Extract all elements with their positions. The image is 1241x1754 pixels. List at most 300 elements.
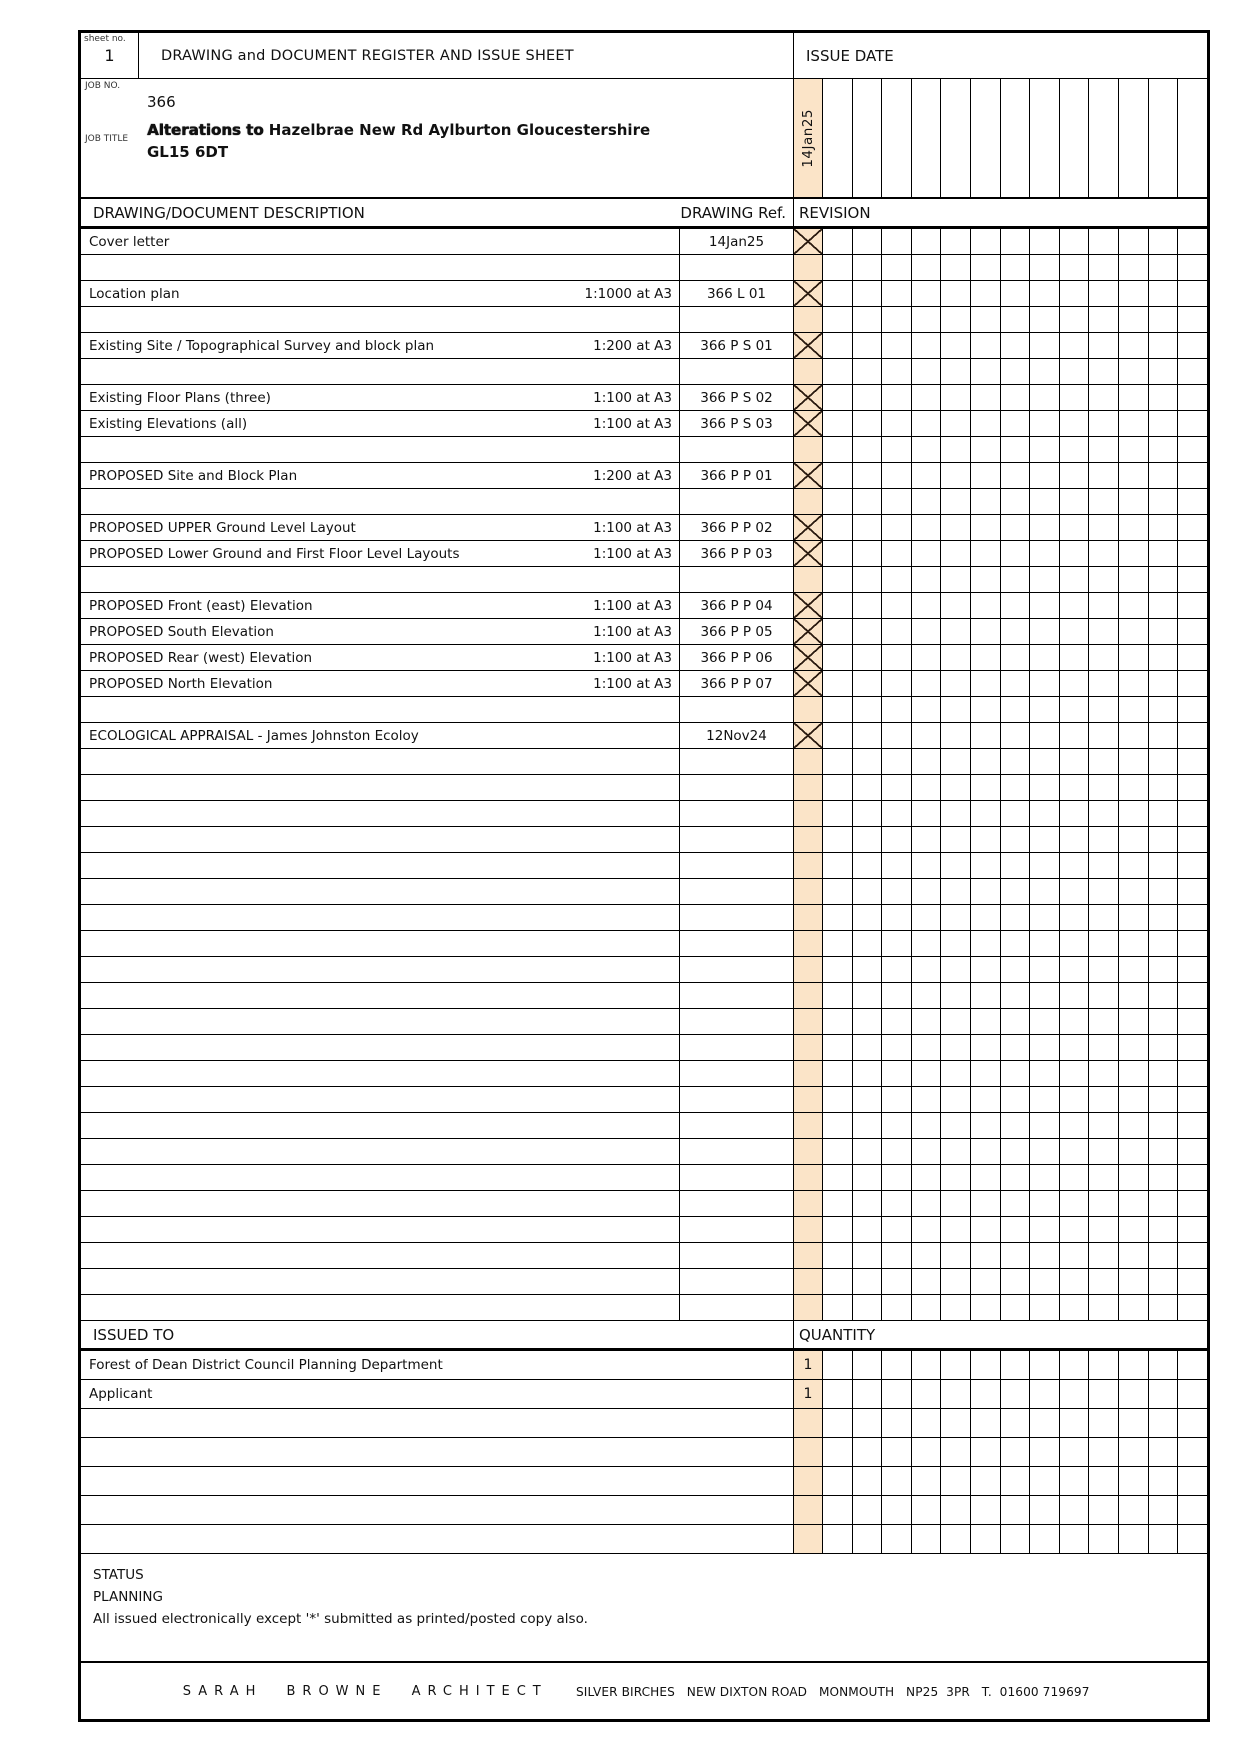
revision-cell	[853, 489, 883, 514]
revision-cell	[823, 255, 853, 280]
revision-cell	[1060, 411, 1090, 436]
issued-x-mark	[794, 515, 823, 540]
revision-cell	[1149, 567, 1179, 592]
revision-cell	[794, 1165, 823, 1190]
grid-cell	[1119, 1467, 1149, 1495]
grid-cell	[912, 1467, 942, 1495]
revision-cell	[882, 619, 912, 644]
revision-cell	[1178, 749, 1207, 774]
description-cell	[81, 905, 680, 930]
revision-cell	[1178, 567, 1207, 592]
description-text: PROPOSED UPPER Ground Level Layout	[89, 519, 356, 536]
revision-cell	[1030, 723, 1060, 748]
table-row	[81, 827, 1207, 853]
revision-cell	[882, 385, 912, 410]
revision-cell	[882, 1139, 912, 1164]
revision-cells	[794, 567, 1207, 592]
revision-cells	[794, 1165, 1207, 1190]
revision-cell	[1119, 307, 1149, 332]
revision-cell	[1060, 1295, 1090, 1320]
revision-cell	[1089, 1139, 1119, 1164]
description-cell	[81, 775, 680, 800]
revision-cell	[971, 697, 1001, 722]
grid-cell	[823, 1496, 853, 1524]
revision-cell	[1060, 697, 1090, 722]
revision-cell	[941, 1035, 971, 1060]
revision-cell	[794, 697, 823, 722]
revision-cell	[1178, 1243, 1207, 1268]
grid-cell	[941, 1525, 971, 1553]
revision-cell	[912, 307, 942, 332]
issued-x-mark	[794, 463, 823, 488]
revision-cell	[1089, 255, 1119, 280]
revision-cell	[882, 567, 912, 592]
revision-cell	[823, 1061, 853, 1086]
issued-to-row	[81, 1467, 1207, 1496]
revision-cell	[1119, 827, 1149, 852]
revision-cell	[1178, 879, 1207, 904]
revision-cell	[1089, 723, 1119, 748]
revision-cell	[823, 333, 853, 358]
revision-cell	[1089, 411, 1119, 436]
grid-cell	[1089, 1351, 1119, 1379]
description-cell	[81, 1217, 680, 1242]
revision-cell	[823, 1295, 853, 1320]
grid-cell	[1001, 1351, 1031, 1379]
revision-cell	[912, 1165, 942, 1190]
revision-cell	[823, 749, 853, 774]
revision-cell	[823, 1009, 853, 1034]
revision-cell	[1030, 1087, 1060, 1112]
revision-cell	[794, 983, 823, 1008]
revision-cell	[1178, 931, 1207, 956]
revision-cell	[1030, 567, 1060, 592]
revision-cell	[912, 983, 942, 1008]
issued-to-row	[81, 1380, 1207, 1409]
revision-cell	[941, 1087, 971, 1112]
revision-cell	[1089, 853, 1119, 878]
revision-cell	[971, 723, 1001, 748]
revision-cell	[882, 1191, 912, 1216]
revision-cell	[853, 437, 883, 462]
revision-cell	[912, 931, 942, 956]
grid-cell	[971, 1496, 1001, 1524]
revision-cell	[941, 1009, 971, 1034]
status-stage: PLANNING	[93, 1589, 163, 1605]
drawing-ref-cell	[680, 1139, 794, 1164]
revision-cell	[853, 723, 883, 748]
revision-cell	[1149, 1009, 1179, 1034]
grid-cell	[853, 1380, 883, 1408]
revision-cell	[971, 1217, 1001, 1242]
revision-cell	[971, 1113, 1001, 1138]
revision-cells	[794, 775, 1207, 800]
description-cell	[81, 1113, 680, 1138]
revision-cell	[912, 437, 942, 462]
revision-cells	[794, 1191, 1207, 1216]
revision-cell	[794, 905, 823, 930]
revision-cell	[1178, 307, 1207, 332]
table-row	[81, 463, 1207, 489]
document-title: DRAWING and DOCUMENT REGISTER AND ISSUE SHEET	[139, 33, 794, 78]
revision-cell	[912, 1035, 942, 1060]
revision-cell	[941, 489, 971, 514]
issue-date-column-empty	[941, 79, 971, 197]
issue-date-column-empty	[1060, 79, 1090, 197]
title-row	[81, 33, 1207, 79]
grid-cell	[1119, 1380, 1149, 1408]
revision-cell	[1089, 229, 1119, 254]
grid-cell	[882, 1438, 912, 1466]
revision-cell	[1178, 1217, 1207, 1242]
revision-cell	[1060, 437, 1090, 462]
description-text: Existing Floor Plans (three)	[89, 389, 271, 406]
grid-cell	[853, 1467, 883, 1495]
revision-cell	[1149, 1217, 1179, 1242]
revision-cell	[853, 359, 883, 384]
revision-cell	[941, 437, 971, 462]
revision-cell	[853, 1061, 883, 1086]
revision-cell	[1149, 905, 1179, 930]
revision-cells	[794, 463, 1207, 488]
revision-cell	[853, 229, 883, 254]
grid-cell	[1149, 1409, 1179, 1437]
revision-cell	[794, 827, 823, 852]
revision-cell	[794, 1191, 823, 1216]
grid-cell	[1030, 1380, 1060, 1408]
revision-cell	[912, 1113, 942, 1138]
revision-cell	[1178, 957, 1207, 982]
revision-cell	[1030, 1061, 1060, 1086]
revision-cell	[882, 1087, 912, 1112]
revision-cell	[882, 879, 912, 904]
revision-cell	[853, 411, 883, 436]
drawing-ref-cell: 366 P P 06	[680, 645, 794, 670]
grid-cell	[1178, 1409, 1207, 1437]
issue-date-column-empty	[1001, 79, 1031, 197]
quantity-cell	[794, 1438, 823, 1466]
revision-cell	[1060, 1009, 1090, 1034]
drawing-ref-cell	[680, 1061, 794, 1086]
scale-text: 1:100 at A3	[593, 597, 672, 614]
revision-cell	[1030, 749, 1060, 774]
revision-cell	[1119, 619, 1149, 644]
table-row	[81, 437, 1207, 463]
revision-cell	[1119, 697, 1149, 722]
grid-cell	[912, 1380, 942, 1408]
drawing-ref-cell	[680, 1217, 794, 1242]
revision-cell	[1001, 697, 1031, 722]
revision-cells	[794, 229, 1207, 254]
revision-cell	[853, 1191, 883, 1216]
revision-cells	[794, 645, 1207, 670]
revision-cell	[1149, 983, 1179, 1008]
revision-cell	[1119, 437, 1149, 462]
revision-cell	[912, 775, 942, 800]
revision-cell	[971, 1191, 1001, 1216]
revision-cell	[823, 1269, 853, 1294]
description-cell	[81, 1243, 680, 1268]
quantity-cells	[794, 1380, 1207, 1408]
sheet-no-label: sheet no.	[84, 34, 126, 44]
revision-cell	[794, 567, 823, 592]
revision-cell	[1178, 1139, 1207, 1164]
revision-cell	[1089, 567, 1119, 592]
issue-date-column	[794, 79, 823, 197]
revision-cell	[971, 411, 1001, 436]
revision-cell	[1060, 801, 1090, 826]
revision-cell	[794, 775, 823, 800]
revision-cell	[1001, 463, 1031, 488]
drawing-ref-cell	[680, 1113, 794, 1138]
grid-cell	[1089, 1467, 1119, 1495]
description-cell	[81, 983, 680, 1008]
revision-cell	[1149, 1061, 1179, 1086]
revision-cell	[1030, 1217, 1060, 1242]
revision-cell	[1119, 515, 1149, 540]
revision-cell	[1089, 463, 1119, 488]
revision-cell	[971, 385, 1001, 410]
revision-cell	[794, 489, 823, 514]
revision-cell	[882, 1217, 912, 1242]
revision-cell	[1089, 515, 1119, 540]
revision-cell	[941, 255, 971, 280]
grid-cell	[1001, 1380, 1031, 1408]
issue-date-vertical: 14Jan25	[800, 108, 816, 168]
grid-cell	[1001, 1438, 1031, 1466]
revision-cell	[1030, 307, 1060, 332]
revision-cell	[882, 983, 912, 1008]
revision-cell	[853, 1139, 883, 1164]
grid-cell	[882, 1380, 912, 1408]
revision-cell	[971, 1295, 1001, 1320]
table-row	[81, 671, 1207, 697]
revision-cell	[971, 229, 1001, 254]
grid-cell	[941, 1380, 971, 1408]
revision-cell	[1119, 853, 1149, 878]
description-cell	[81, 281, 680, 306]
revision-cell	[882, 749, 912, 774]
description-text: PROPOSED Rear (west) Elevation	[89, 649, 313, 666]
revision-cell	[1089, 957, 1119, 982]
scale-text: 1:100 at A3	[593, 623, 672, 640]
revision-cell	[1030, 697, 1060, 722]
revision-cell	[853, 255, 883, 280]
table-row	[81, 983, 1207, 1009]
issue-date-grid	[794, 79, 1207, 197]
grid-cell	[882, 1496, 912, 1524]
issued-x-mark	[794, 645, 823, 670]
revision-cell	[1089, 281, 1119, 306]
revision-cell	[1119, 1165, 1149, 1190]
revision-cell	[971, 827, 1001, 852]
revision-cell	[823, 1139, 853, 1164]
table-header-row	[81, 199, 1207, 229]
description-cell	[81, 957, 680, 982]
revision-cell	[1089, 1061, 1119, 1086]
scale-text: 1:1000 at A3	[584, 285, 672, 302]
revision-cell	[882, 931, 912, 956]
architect-address: SILVER BIRCHES NEW DIXTON ROAD MONMOUTH NP25 3PR T. 01600 719697	[575, 1683, 1090, 1699]
revision-cell	[1001, 307, 1031, 332]
revision-cell	[1060, 255, 1090, 280]
revision-cell	[882, 437, 912, 462]
revision-cell	[912, 229, 942, 254]
revision-cell	[1001, 671, 1031, 696]
revision-cell	[1060, 983, 1090, 1008]
revision-cell	[1089, 801, 1119, 826]
revision-cell	[1089, 593, 1119, 618]
revision-cells	[794, 983, 1207, 1008]
issued-to-rows	[81, 1351, 1207, 1554]
grid-cell	[823, 1438, 853, 1466]
grid-cell	[1030, 1351, 1060, 1379]
revision-cell	[882, 1113, 912, 1138]
revision-cell	[882, 957, 912, 982]
grid-cell	[823, 1525, 853, 1553]
grid-cell	[1089, 1438, 1119, 1466]
revision-cell	[1089, 307, 1119, 332]
grid-cell	[1119, 1438, 1149, 1466]
revision-cell	[882, 723, 912, 748]
description-text: Existing Site / Topographical Survey and block plan	[89, 337, 435, 354]
revision-cell	[853, 1243, 883, 1268]
revision-cell	[1119, 749, 1149, 774]
revision-cell	[794, 1139, 823, 1164]
revision-cells	[794, 1035, 1207, 1060]
revision-cell	[1149, 1295, 1179, 1320]
revision-cell	[1001, 385, 1031, 410]
revision-cell	[971, 957, 1001, 982]
revision-cell	[1001, 567, 1031, 592]
table-row	[81, 541, 1207, 567]
description-cell	[81, 931, 680, 956]
revision-cells	[794, 333, 1207, 358]
revision-cell	[1178, 671, 1207, 696]
revision-cell	[823, 1113, 853, 1138]
revision-cell	[1060, 931, 1090, 956]
revision-cell	[941, 1165, 971, 1190]
revision-cell	[794, 1061, 823, 1086]
revision-cells	[794, 671, 1207, 696]
description-cell	[81, 541, 680, 566]
table-row	[81, 1009, 1207, 1035]
revision-cell	[941, 983, 971, 1008]
revision-cell	[823, 1191, 853, 1216]
grid-cell	[912, 1525, 942, 1553]
revision-cells	[794, 1113, 1207, 1138]
revision-cell	[823, 697, 853, 722]
revision-cell	[941, 359, 971, 384]
revision-cell	[1060, 281, 1090, 306]
revision-cell	[941, 281, 971, 306]
issue-date-column-empty	[1149, 79, 1179, 197]
revision-cell	[1001, 281, 1031, 306]
issued-x-mark	[794, 411, 823, 436]
grid-cell	[882, 1467, 912, 1495]
revision-cell	[971, 1009, 1001, 1034]
job-title-rest: Hazelbrae New Rd Aylburton Gloucestershire	[268, 121, 651, 139]
issued-x-mark	[794, 333, 823, 358]
revision-cell	[1001, 1295, 1031, 1320]
grid-cell	[853, 1496, 883, 1524]
revision-cell	[1149, 879, 1179, 904]
grid-cell	[912, 1438, 942, 1466]
grid-cell	[1060, 1438, 1090, 1466]
description-cell	[81, 1165, 680, 1190]
table-row	[81, 957, 1207, 983]
revision-header: REVISION	[799, 203, 871, 222]
scale-text: 1:100 at A3	[593, 415, 672, 432]
revision-cell	[794, 1243, 823, 1268]
revision-cell	[941, 567, 971, 592]
grid-cell	[1119, 1351, 1149, 1379]
drawing-ref-cell: 366 L 01	[680, 281, 794, 306]
description-cell	[81, 1295, 680, 1320]
revision-cell	[794, 307, 823, 332]
revision-cell	[941, 307, 971, 332]
revision-cell	[1089, 333, 1119, 358]
revision-cell	[941, 749, 971, 774]
revision-cell	[794, 437, 823, 462]
revision-cell	[1030, 853, 1060, 878]
quantity-cells	[794, 1496, 1207, 1524]
description-cell	[81, 1035, 680, 1060]
revision-cell	[1178, 229, 1207, 254]
grid-cell	[941, 1496, 971, 1524]
issued-to-row	[81, 1438, 1207, 1467]
quantity-cells	[794, 1351, 1207, 1379]
revision-cell	[912, 801, 942, 826]
revision-cell	[941, 671, 971, 696]
revision-cell	[941, 619, 971, 644]
revision-cell	[1149, 489, 1179, 514]
grid-cell	[1178, 1351, 1207, 1379]
revision-cell	[794, 359, 823, 384]
table-row	[81, 697, 1207, 723]
revision-cell	[1001, 437, 1031, 462]
revision-cell	[1060, 619, 1090, 644]
revision-cell	[853, 957, 883, 982]
drawing-ref-cell	[680, 255, 794, 280]
revision-cells	[794, 1009, 1207, 1034]
revision-cells	[794, 515, 1207, 540]
grid-cell	[1001, 1525, 1031, 1553]
grid-cell	[971, 1351, 1001, 1379]
revision-cell	[1001, 229, 1031, 254]
revision-cell	[941, 411, 971, 436]
revision-cell	[1001, 879, 1031, 904]
revision-cell	[823, 1087, 853, 1112]
revision-cell	[1149, 619, 1179, 644]
revision-cell	[823, 281, 853, 306]
revision-cell	[823, 359, 853, 384]
description-cell	[81, 359, 680, 384]
revision-cell	[1119, 385, 1149, 410]
grid-cell	[912, 1496, 942, 1524]
grid-cell	[1178, 1467, 1207, 1495]
revision-cell	[971, 1269, 1001, 1294]
revision-cell	[1089, 619, 1119, 644]
revision-cell	[1001, 931, 1031, 956]
grid-cell	[1030, 1496, 1060, 1524]
table-row	[81, 1087, 1207, 1113]
grid-cell	[1149, 1496, 1179, 1524]
revision-cell	[971, 515, 1001, 540]
grid-cell	[1060, 1351, 1090, 1379]
revision-cell	[1030, 931, 1060, 956]
revision-cell	[853, 801, 883, 826]
